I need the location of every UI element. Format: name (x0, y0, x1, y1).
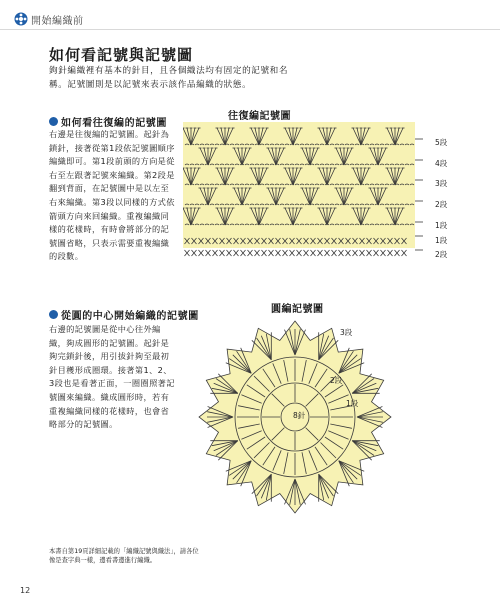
row-label: 3段 (435, 179, 448, 188)
section-heading-rows (49, 114, 167, 129)
section-heading-text: 如何看往復編的記號圖 (61, 118, 167, 129)
section-body-rows: 右邊是往復編的記號圖。起針為鎖針，接著從第1段依記號圖順序編織即可。第1段前頭的方向是從右至左跟著記號來編織。第2段是翻到背面，在記號圖中是以左至右來編織。第3段以同樣的方式依箭頭方向來回編織。重複編織同樣的花樣時，有時會將部分的記號圖省略，只表示需要重複編織的段數。 (49, 129, 175, 262)
page-header (0, 0, 500, 34)
row-label: 1段 (435, 221, 448, 230)
round-label: 2段 (330, 376, 343, 385)
flower-icon (14, 12, 28, 26)
header-divider (0, 29, 500, 30)
row-label: 1段 (435, 236, 448, 245)
diagram-title-rows: 往復編記號圖 (228, 111, 291, 122)
row-label: 2段 (435, 250, 448, 259)
round-label: 3段 (340, 328, 353, 337)
row-label: 4段 (435, 159, 448, 168)
section-body-round: 右邊的記號圖是從中心往外編織，夠成圓形的記號圖。起針是夠完鎖針後，用引拔針夠至最初針目穫形成圈環。接著第1、2、3段也是看著正面，一圈圈照著記號圖來編織。織成圓形時，若有重複編織同樣的花樣時，也會省略部分的記號圖。 (49, 324, 175, 430)
row-stitch-diagram (183, 122, 423, 260)
bullet-icon (49, 310, 58, 319)
page-number: 12 (20, 586, 31, 595)
diagram-title-round: 圓編記號圖 (271, 304, 324, 315)
footnote: 本書自第19頁詳細記載的「編織記號與織法」，請各位像是查字典一樣，邊看書邊進行編織。 (49, 548, 199, 564)
page-title: 如何看記號與記號圖 (49, 46, 194, 64)
row-label: 5段 (435, 138, 448, 147)
bullet-icon (49, 117, 58, 126)
section-heading-text: 從圓的中心開始編織的記號圖 (61, 311, 199, 322)
round-label: 1段 (346, 399, 359, 408)
intro-paragraph: 鉤針編織裡有基本的針目，且各個織法均有固定的記號和名稱。記號圖則是以記號來表示該作品編織的狀態。 (49, 66, 289, 90)
section-heading-round (49, 307, 199, 322)
row-label: 2段 (435, 200, 448, 209)
round-label: 8針 (293, 411, 306, 420)
header-title: 開始編織前 (31, 16, 84, 27)
